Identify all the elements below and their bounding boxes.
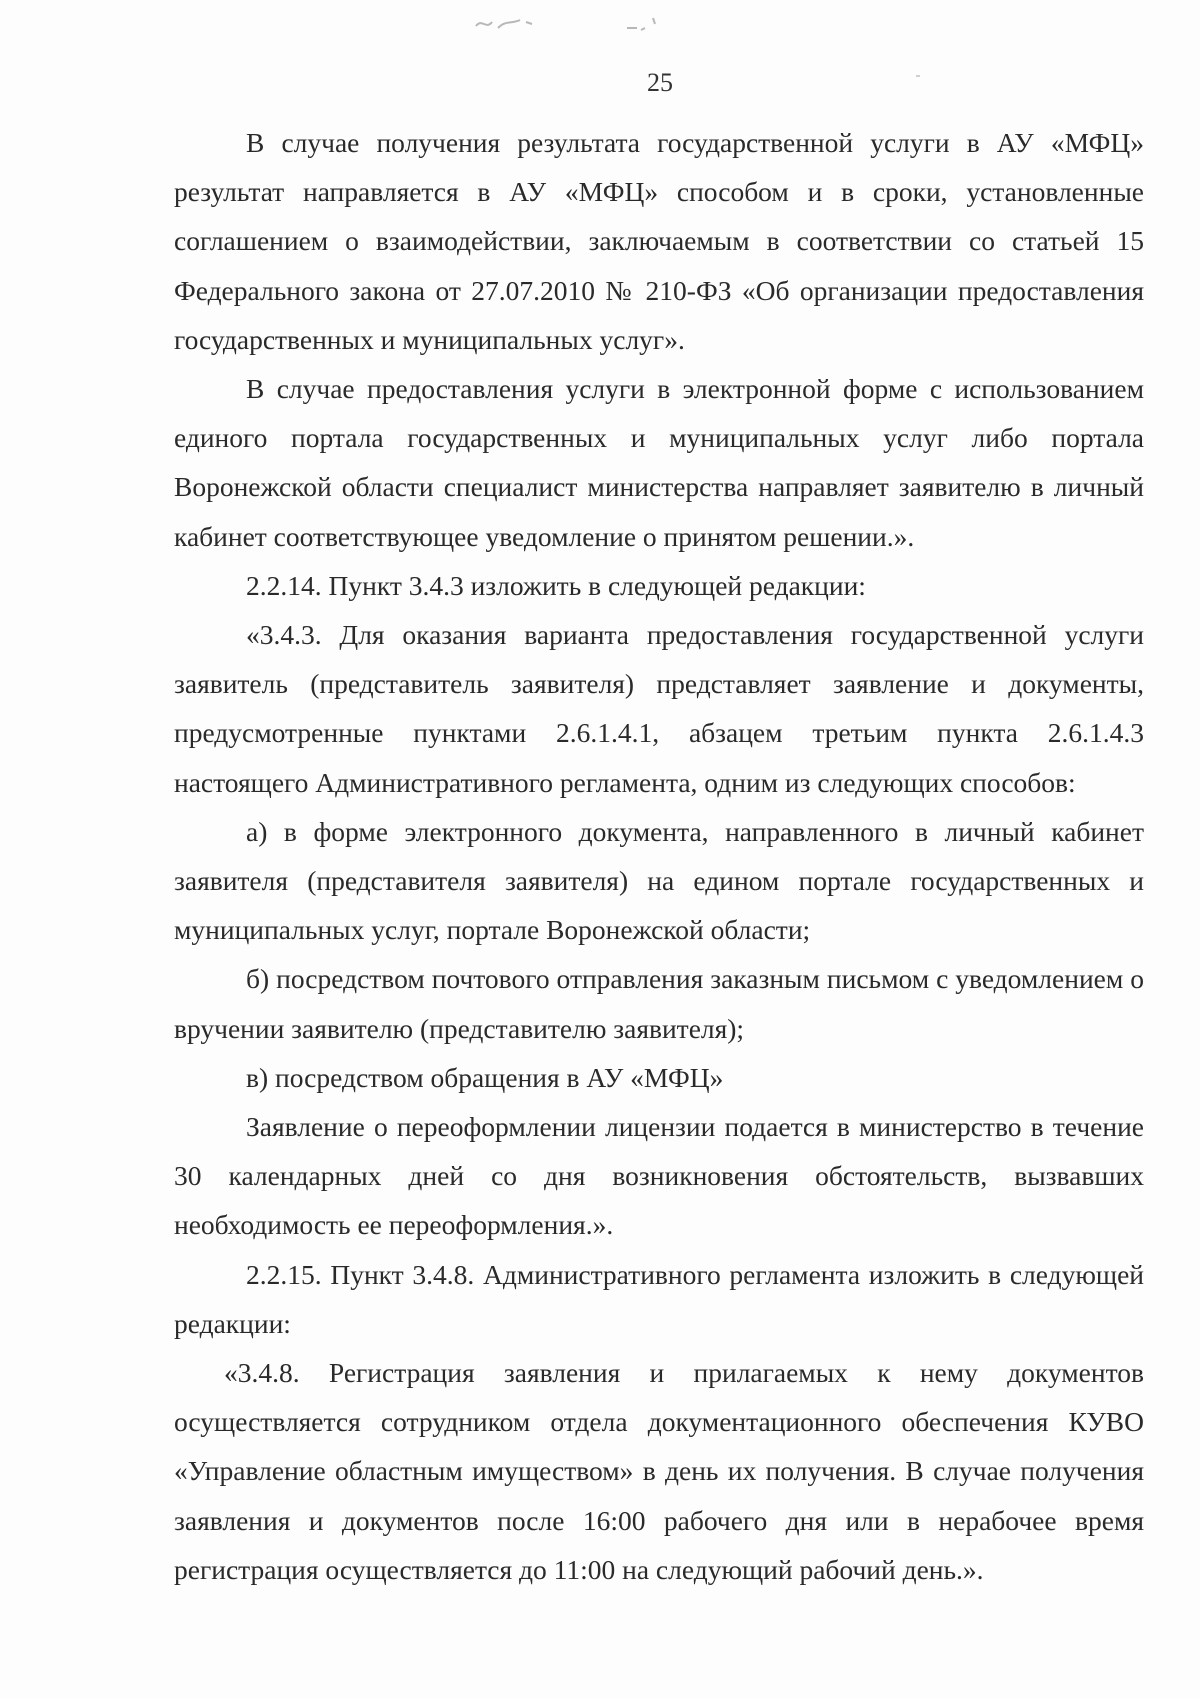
paragraph: б) посредством почтового отправления заказным письмом с уведомлением о вручении заявителю (представителю заявителя);: [174, 963, 1144, 1044]
paragraph: «3.4.3. Для оказания варианта предоставления государственной услуги заявитель (представитель заявителя) представляет заявление и документы, предусмотренные пунктами 2.6.1.4.1, абзацем третьим пункта 2.6.1.4.3 настоящего Административного регламента, одним из следующих способов:: [174, 619, 1144, 798]
paragraph: В случае получения результата государственной услуги в АУ «МФЦ» результат направляется в АУ «МФЦ» способом и в сроки, установленные соглашением о взаимодействии, заключаемым в соответствии со статьей 15 Федерального закона от 27.07.2010 № 210-ФЗ «Об организации предоставления государственных и муниципальных услуг».: [174, 127, 1144, 355]
paragraph: В случае предоставления услуги в электронной форме с использованием единого портала государственных и муниципальных услуг либо портала Воронежской области специалист министерства направляет заявителю в личный кабинет соответствующее уведомление о принятом решении.».: [174, 373, 1144, 552]
paragraph: 2.2.15. Пункт 3.4.8. Административного регламента изложить в следующей редакции:: [174, 1258, 1144, 1339]
page-number: 25: [647, 68, 673, 97]
document-body: [174, 118, 1144, 1594]
paragraph: «3.4.8. Регистрация заявления и прилагаемых к нему документов осуществляется сотрудником отдела документационного обеспечения КУВО «Управление областным имуществом» в день их получения. В случае получения заявления и документов после 16:00 рабочего дня или в нерабочее время регистрация осуществляется до 11:00 на следующий рабочий день.».: [174, 1357, 1144, 1585]
paragraph: 2.2.14. Пункт 3.4.3 изложить в следующей редакции:: [246, 569, 866, 601]
scan-artifact-mark: [625, 8, 675, 36]
paragraph: в) посредством обращения в АУ «МФЦ»: [246, 1061, 724, 1093]
paragraph: Заявление о переоформлении лицензии подается в министерство в течение 30 календарных дней со дня возникновения обстоятельств, вызвавших необходимость ее переоформления.».: [174, 1111, 1144, 1241]
paragraph: а) в форме электронного документа, направленного в личный кабинет заявителя (представителя заявителя) на едином портале государственных и муниципальных услуг, портале Воронежской области;: [174, 815, 1144, 946]
scan-artifact-mark: [472, 8, 562, 36]
